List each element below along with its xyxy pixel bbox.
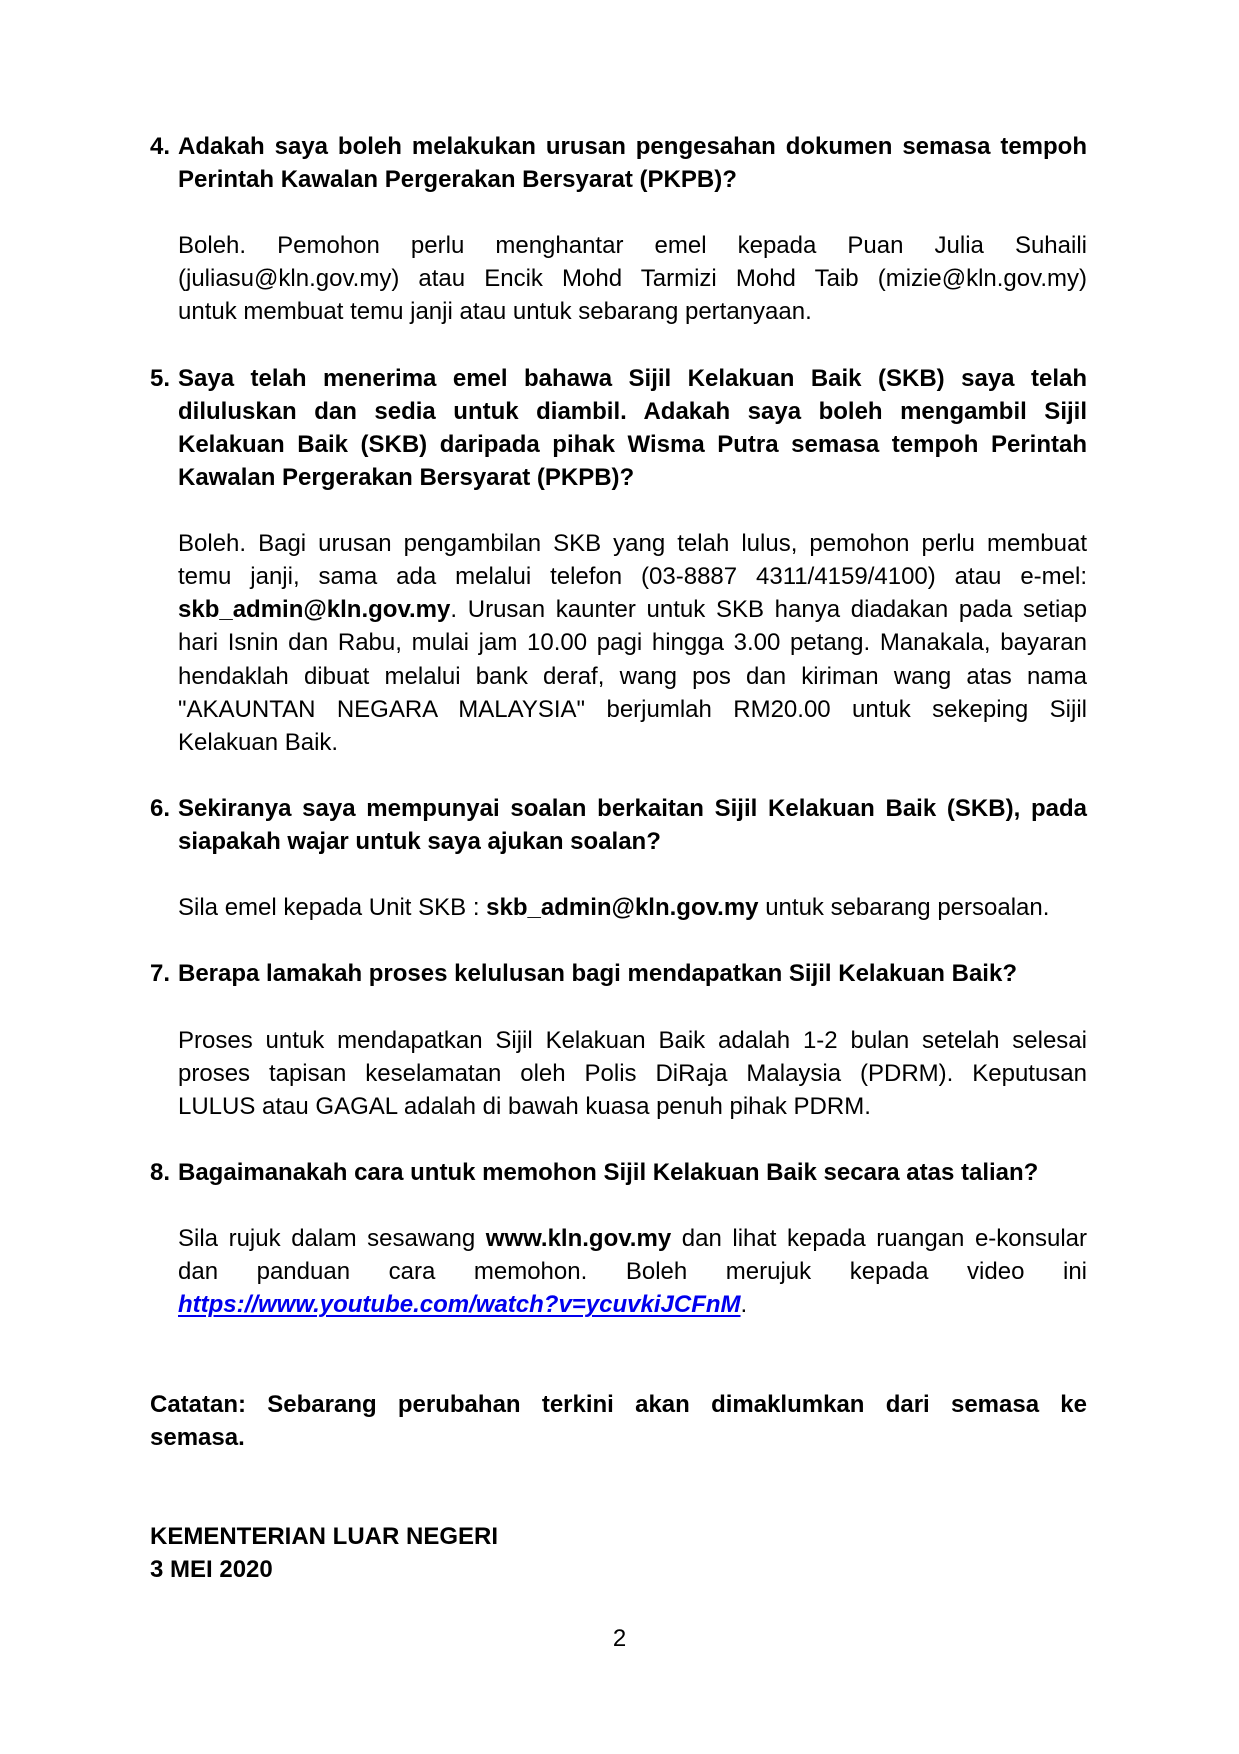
question-line: Sekiranya saya mempunyai soalan berkaitan Sijil Kelakuan Baik (SKB), pada <box>178 794 1087 822</box>
answer-line <box>178 891 1087 924</box>
document-date: 3 MEI 2020 <box>150 1556 273 1584</box>
answer-text: dan lihat kepada ruangan e-konsular <box>671 1225 1088 1253</box>
answer-line: LULUS atau GAGAL adalah di bawah kuasa penuh pihak PDRM. <box>178 1092 871 1120</box>
question-line: Adakah saya boleh melakukan urusan pengesahan dokumen semasa tempoh <box>178 133 1087 160</box>
faq-answer-8 <box>178 1222 1087 1321</box>
faq-question-6 <box>150 792 1087 858</box>
answer-line: hendaklah dibuat melalui bank deraf, wang pos dan kiriman wang atas nama <box>178 662 1087 690</box>
answer-line: Boleh. Pemohon perlu menghantar emel kepada Puan Julia Suhaili <box>178 232 1087 260</box>
note-line: semasa. <box>150 1423 245 1451</box>
answer-line <box>178 1288 1087 1321</box>
faq-answer-5 <box>178 527 1087 759</box>
answer-text: . Urusan kaunter untuk SKB hanya diadakan pada setiap <box>450 596 1087 624</box>
question-number: 7. <box>150 960 171 988</box>
answer-text: Sila rujuk dalam sesawang <box>178 1225 486 1253</box>
answer-line: (juliasu@kln.gov.my) atau Encik Mohd Tarmizi Mohd Taib (mizie@kln.gov.my) <box>178 265 1087 293</box>
question-number: 5. <box>150 364 171 392</box>
question-line: siapakah wajar untuk saya ajukan soalan? <box>178 827 661 855</box>
question-line: Kelakuan Baik (SKB) daripada pihak Wisma Putra semasa tempoh Perintah <box>178 430 1087 458</box>
answer-text: Sila emel kepada Unit SKB : <box>178 894 487 922</box>
faq-answer-6 <box>178 891 1087 924</box>
answer-text: . <box>740 1291 748 1319</box>
faq-answer-7 <box>178 1024 1087 1123</box>
answer-line: Kelakuan Baik. <box>178 728 339 756</box>
answer-line <box>178 1222 1087 1255</box>
faq-question-7 <box>150 957 1087 990</box>
answer-line: temu janji, sama ada melalui telefon (03-8887 4311/4159/4100) atau e-mel: <box>178 563 1087 591</box>
answer-line: Boleh. Bagi urusan pengambilan SKB yang telah lulus, pemohon perlu membuat <box>178 530 1087 558</box>
question-number: 6. <box>150 794 171 822</box>
answer-line: untuk membuat temu janji atau untuk sebarang pertanyaan. <box>178 298 812 326</box>
question-number: 8. <box>150 1158 171 1186</box>
question-line: Bagaimanakah cara untuk memohon Sijil Kelakuan Baik secara atas talian? <box>178 1158 1039 1186</box>
faq-question-5 <box>150 362 1087 494</box>
faq-answer-4 <box>178 229 1087 328</box>
question-number: 4. <box>150 133 171 160</box>
skb-email[interactable]: skb_admin@kln.gov.my <box>178 596 451 624</box>
answer-line <box>178 593 1087 626</box>
youtube-video-link[interactable]: https://www.youtube.com/watch?v=ycuvkiJCFnM <box>178 1291 741 1319</box>
website-link[interactable]: www.kln.gov.my <box>485 1225 672 1253</box>
answer-line: dan panduan cara memohon. Boleh merujuk kepada video ini <box>178 1258 1087 1286</box>
signature-block <box>150 1520 1087 1586</box>
skb-email[interactable]: skb_admin@kln.gov.my <box>486 894 759 922</box>
page-number: 2 <box>612 1625 627 1652</box>
answer-text: untuk sebarang persoalan. <box>758 894 1050 922</box>
answer-line: hari Isnin dan Rabu, mulai jam 10.00 pagi hingga 3.00 petang. Manakala, bayaran <box>178 629 1087 657</box>
ministry-name: KEMENTERIAN LUAR NEGERI <box>150 1522 499 1550</box>
question-line: Kawalan Pergerakan Bersyarat (PKPB)? <box>178 463 635 491</box>
faq-question-8 <box>150 1156 1087 1189</box>
answer-line: "AKAUNTAN NEGARA MALAYSIA" berjumlah RM20.00 untuk sekeping Sijil <box>178 695 1087 723</box>
question-line: Perintah Kawalan Pergerakan Bersyarat (PKPB)? <box>178 166 737 194</box>
note-line: Catatan: Sebarang perubahan terkini akan dimaklumkan dari semasa ke <box>150 1390 1087 1418</box>
answer-line: Proses untuk mendapatkan Sijil Kelakuan Baik adalah 1-2 bulan setelah selesai <box>178 1026 1087 1054</box>
question-line: Berapa lamakah proses kelulusan bagi mendapatkan Sijil Kelakuan Baik? <box>178 960 1017 988</box>
note <box>150 1388 1087 1454</box>
question-line: Saya telah menerima emel bahawa Sijil Kelakuan Baik (SKB) saya telah <box>178 364 1087 392</box>
faq-question-4 <box>150 130 1087 196</box>
document-body <box>150 130 1087 1586</box>
question-line: diluluskan dan sedia untuk diambil. Adakah saya boleh mengambil Sijil <box>178 397 1087 425</box>
answer-line: proses tapisan keselamatan oleh Polis DiRaja Malaysia (PDRM). Keputusan <box>178 1059 1087 1087</box>
